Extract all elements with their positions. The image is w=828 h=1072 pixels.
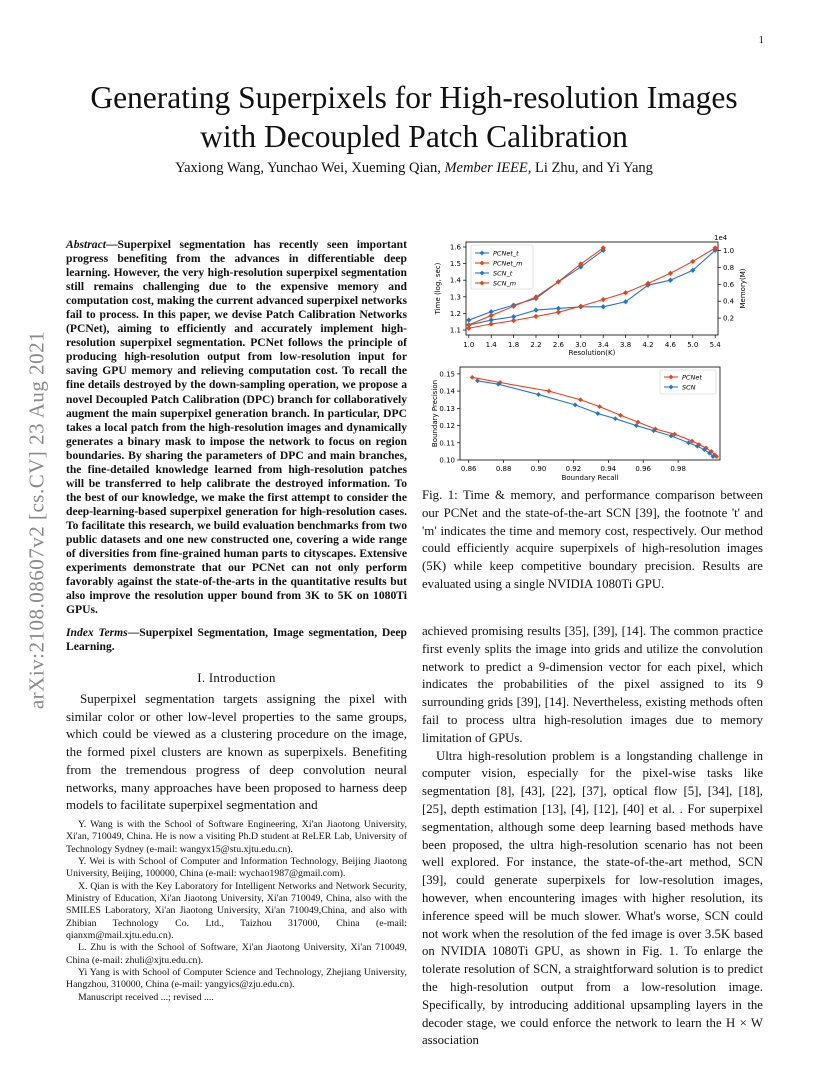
data-point (470, 375, 474, 379)
y2-tick-label: 0.8 (723, 263, 735, 272)
legend-label: SCN (682, 383, 696, 392)
x-tick-label: 1.8 (508, 341, 520, 349)
figure-1-charts (428, 232, 764, 488)
data-point (489, 313, 494, 318)
arxiv-stamp (22, 290, 52, 750)
x-tick-label: 0.94 (600, 465, 617, 473)
x-tick-label: 0.90 (530, 465, 547, 473)
abstract-label: Abstract (66, 238, 106, 251)
data-point (578, 398, 582, 402)
index-terms (66, 626, 407, 654)
x-tick-label: 4.6 (664, 341, 676, 349)
data-point (534, 314, 539, 319)
footnote: Y. Wei is with School of Computer and Information Technology, Beijing Jiaotong University, Beijing, 100000, China (e-mail: wychao1987@gmail.com). (66, 856, 407, 880)
figure-1 (428, 232, 764, 488)
legend-label: PCNet_t (493, 249, 519, 258)
abstract (66, 238, 407, 617)
legend-label: SCN_t (493, 269, 513, 278)
data-point (536, 392, 540, 396)
body-paragraph: Ultra high-resolution problem is a longstanding challenge in computer vision, especially for the pixel-wise tasks like segmentation [8], [43], [22], [37], optical flow [5], [34], [18], [25], depth estimation [13], [4], [12], [40] et al. . For superpixel segmentation, although some deep learning based methods have been proposed, the ultra high-resolution scenario has not been well explored. For instance, the state-of-the-art method, SCN [39], could generate superpixels for low-resolution images, however, when encountering images with higher resolution, its inference speed will be much slower. What's worse, SCN could not work when the resolution of the fed image is over 3.5K based on NVIDIA 1080Ti GPU, as shown in Fig. 1. To enlarge the tolerate resolution of SCN, a straightforward solution is to predict the high-resolution output from a low-resolution image. Specifically, by introducing additional upsampling layers in the decoder stage, we could enforce the network to learn the H × W association (422, 748, 763, 1048)
x-tick-label: 5.4 (709, 341, 721, 349)
y-tick-label: 0.10 (439, 456, 455, 465)
right-column-body (422, 623, 763, 1050)
data-point (534, 308, 539, 313)
page-number: 1 (758, 34, 764, 46)
x-tick-label: 3.0 (575, 341, 587, 349)
y-axis-label: Boundary Precision (431, 379, 439, 448)
figure-caption: Fig. 1: Time & memory, and performance comparison between our PCNet and the state-of-the-art SCN [39], the footnote 't' and 'm' indicates the time and memory cost, respectively. Our method could efficiently acquire superpixels of high-resolution images (5K) while keep competitive boundary precision. Results are evaluated using a single NVIDIA 1080Ti GPU. (422, 488, 763, 591)
data-point (623, 290, 628, 295)
x-axis-label: Resolution(K) (568, 349, 616, 357)
abstract-text: —Superpixel segmentation has recently seen important progress benefiting from the advances in differentiable deep learning. However, the very high-resolution superpixel segmentation still remains challenging due to the expensive memory and computation cost, making the current advanced superpixel networks fail to process. In this paper, we devise Patch Calibration Networks (PCNet), aiming to efficiently and accurately implement high-resolution superpixel segmentation. PCNet follows the principle of producing high-resolution output from low-resolution input for saving GPU memory and relieving computation cost. To recall the fine details destroyed by the down-sampling operation, we propose a novel Decoupled Patch Calibration (DPC) branch for collaboratively augment the main superpixel generation branch. In particular, DPC takes a local patch from the high-resolution images and dynamically generates a binary mask to impose the network to focus on region boundaries. By sharing the parameters of DPC and main branches, the fine-detailed knowledge learned from high-resolution patches will be transferred to help calibrate the destroyed information. To the best of our knowledge, we make the first attempt to consider the deep-learning-based superpixel generation for high-resolution cases. To facilitate this research, we build evaluation benchmarks from two public datasets and one new constructed one, covering a wide range of diversities from fine-grained human parts to cityscapes. Extensive experiments demonstrate that our PCNet can not only perform favorably against the state-of-the-arts in the quantitative results but also improve the resolution upper bound from 3K to 5K on 1080Ti GPUs. (66, 238, 407, 617)
x-tick-label: 2.2 (530, 341, 542, 349)
legend-label: PCNet_m (493, 259, 523, 268)
data-point (578, 304, 583, 309)
y2-axis-label: Memory(M) (739, 268, 747, 309)
paper-title (40, 78, 788, 156)
data-point (597, 404, 601, 408)
y-tick-label: 0.13 (439, 404, 455, 413)
footnote: Yi Yang is with School of Computer Science and Technology, Zhejiang University, Hangzhou, 310000, China (e-mail: yangyics@zju.edu.cn). (66, 967, 407, 991)
arxiv-id: arXiv:2108.08607v2 [cs.CV] 23 Aug 2021 (24, 330, 49, 710)
y-axis-label: Time (log, sec) (434, 262, 442, 315)
x-tick-label: 4.2 (642, 341, 654, 349)
title-line-1: Generating Superpixels for High-resolution Images (90, 80, 738, 115)
x-tick-label: 3.4 (597, 341, 609, 349)
x-tick-label: 2.6 (552, 341, 564, 349)
x-tick-label: 0.88 (495, 465, 512, 473)
x-tick-label: 1.0 (463, 341, 475, 349)
data-point (466, 322, 471, 327)
data-point (668, 278, 673, 283)
legend-label: SCN_m (493, 279, 517, 288)
x-tick-label: 3.8 (620, 341, 632, 349)
author-list (40, 160, 788, 177)
x-axis-label: Boundary Recall (561, 474, 619, 482)
y2-tick-label: 0.2 (723, 314, 735, 323)
y-tick-label: 1.1 (449, 326, 461, 335)
x-tick-label: 5.0 (687, 341, 699, 349)
introduction-paragraph: Superpixel segmentation targets assigning the pixel with similar color or other low-level properties to the same groups, which could be viewed as a clustering procedure on the image, the formed pixel clusters are known as superpixels. Benefiting from the tremendous progress of deep convolution neural networks, many approaches have been proposed to harness deep models to facilitate superpixel segmentation and (66, 691, 407, 813)
x-tick-label: 0.92 (565, 465, 582, 473)
y-tick-label: 1.5 (449, 260, 461, 269)
data-point (466, 318, 471, 323)
x-tick-label: 0.96 (635, 465, 652, 473)
data-point (511, 318, 516, 323)
x-tick-label: 0.86 (460, 465, 477, 473)
y-tick-label: 1.3 (449, 293, 461, 302)
data-point (618, 413, 622, 417)
y-tick-label: 1.4 (449, 276, 461, 285)
y2-tick-label: 1.0 (723, 246, 735, 255)
title-line-2: with Decoupled Patch Calibration (200, 119, 628, 154)
index-terms-label: Index Terms (66, 626, 128, 639)
section-heading-introduction: I. Introduction (197, 671, 276, 685)
author-membership: Member IEEE, (444, 160, 532, 176)
author-names: Yaxiong Wang, Yunchao Wei, Xueming Qian, (175, 160, 441, 176)
y-tick-label: 0.11 (439, 439, 455, 448)
legend-label: PCNet (682, 373, 702, 382)
data-point (547, 389, 551, 393)
body-paragraph: achieved promising results [35], [39], [14]. The common practice first evenly splits the image into grids and utilize the convolution network to predict a 9-dimension vector for each pixel, which indicates the probabilities of the pixel assigned to its 9 surrounding grids [39], [14]. Nevertheless, existing methods often fail to process ultra high-resolution images due to memory limitation of GPUs. (422, 624, 763, 745)
y-tick-label: 1.6 (449, 243, 461, 252)
index-terms-text: —Superpixel Segmentation, Image segmentation, Deep Learning. (66, 626, 407, 654)
y-tick-label: 0.14 (439, 387, 455, 396)
data-point (613, 416, 617, 420)
data-point (573, 403, 577, 407)
x-tick-label: 0.98 (670, 465, 686, 473)
data-point (601, 297, 606, 302)
data-point (668, 271, 673, 276)
y2-offset-label: 1e4 (714, 234, 728, 242)
footnote: Manuscript received ...; revised .... (78, 991, 214, 1003)
y2-tick-label: 0.4 (723, 297, 735, 306)
y2-tick-label: 0.6 (723, 280, 735, 289)
data-point (690, 259, 695, 264)
y-tick-label: 1.2 (449, 309, 461, 318)
data-point (601, 304, 606, 309)
footnote: L. Zhu is with the School of Software, Xi'an Jiaotong University, Xi'an 710049, China (e-mail: zhuli@xjtu.edu.cn). (66, 942, 407, 966)
x-tick-label: 1.4 (485, 341, 497, 349)
y-tick-label: 0.12 (439, 422, 455, 431)
author-names-rest: Li Zhu, and Yi Yang (535, 160, 653, 176)
data-point (556, 310, 561, 315)
data-point (596, 411, 600, 415)
data-point (475, 379, 479, 383)
footnote: X. Qian is with the Key Laboratory for Intelligent Networks and Network Security, Ministry of Education, Xi'an Jiaotong University, Xi'an 710049, China, also with the SMILES Laboratory, Xi'an Jiaotong University, Xi'an 710049,China, and also with Zhibian Technology Co. Ltd., Taizhou 317000, China (e-mail: qianxm@mail.xjtu.edu.cn). (66, 880, 407, 942)
data-point (489, 322, 494, 327)
footnote: Y. Wang is with the School of Software Engineering, Xi'an Jiaotong University, Xi'an, 710049, China. He is now a visiting Ph.D student at ReLER Lab, University of Technology Sydney (e-mail: wangyx15@stu.xjtu.edu.cn). (66, 819, 407, 855)
footnotes (66, 819, 407, 1004)
y-tick-label: 0.15 (439, 370, 455, 379)
